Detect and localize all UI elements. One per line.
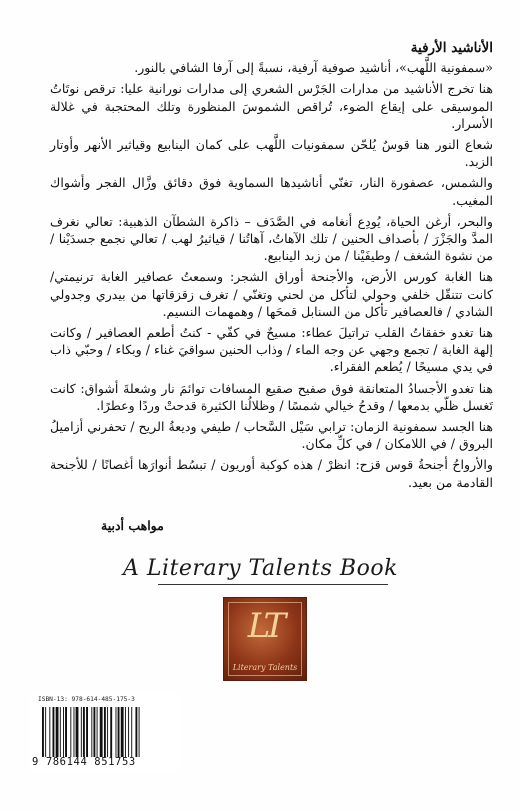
barcode-bar xyxy=(104,707,106,757)
barcode-bar xyxy=(86,707,88,757)
blurb-paragraph: شعاع النور هنا قوسٌ يُلحّن سمفونيات اللَّهب على كمان الينابيع وقياثير الأنهر وأوتار الزبد. xyxy=(50,137,493,170)
logo-monogram: LT xyxy=(247,606,283,646)
barcode-bar xyxy=(45,707,46,757)
blurb-paragraph: والشمس، عصفورة النار، تغنّي أناشيدها السماوية فوق دقائق وزَّال الفجر وأشواك المغيب. xyxy=(50,175,493,208)
barcode-bar xyxy=(125,707,126,757)
barcode-bar xyxy=(56,707,59,757)
barcode-bar xyxy=(116,707,117,757)
barcode-bar xyxy=(63,707,64,757)
barcode-bar xyxy=(60,707,61,757)
barcode-bar xyxy=(74,707,75,757)
isbn-label: ISBN-13: 978-614-485-175-3 xyxy=(38,696,135,703)
barcode-bar xyxy=(65,707,67,757)
barcode-bar xyxy=(53,707,55,757)
barcode-panel xyxy=(30,693,180,771)
barcode-bar xyxy=(121,707,124,757)
barcode-bar xyxy=(107,707,108,757)
barcode-bar xyxy=(135,707,137,757)
barcode-bar xyxy=(118,707,120,757)
barcode-bar xyxy=(49,707,50,757)
logo-name: Literary Talents xyxy=(232,663,298,672)
barcode-bar xyxy=(70,707,71,757)
blurb-paragraph: «سمفونية اللَّهب»، أناشيد صوفية آرفية، نسبةً إلى آرفا الشافي بالنور. xyxy=(134,60,493,76)
blurb-paragraph: هنا الغابة كورس الأرض، والأجنحة أوراق الشجر: وسمعتُ عصافير الغابة ترنيمتي/ كانت تتنقّل خلفي وحولي لتأكل من لحني وتغنّي / تغرف زقزقاتها من بيدري وجدولي الشادي / فالعصافير تأكل من السنابل قمحَها / وهمهمات النسيم. xyxy=(50,269,493,319)
barcode-bar xyxy=(97,707,98,757)
series-underline xyxy=(158,584,388,585)
barcode-bar xyxy=(128,707,129,757)
barcode-bar xyxy=(93,707,95,757)
blurb-paragraph: والبحر، أرغن الحياة، يُودِع أنغامه في الصَّدَف – ذاكرة الشطآن الذهبية: تعالي نغرف المدَّ والجَزْرَ / بأصداف الحنين / تلك الآهاتُ، آهاتُنا / قياثيرُ لهب / تعالي نجمع جسدَيْنا / من نشوة الشغف / وطيفَيْنا / من زبد الينابيع. xyxy=(50,213,493,264)
publisher-logo xyxy=(223,597,307,681)
barcode-bar xyxy=(131,707,132,757)
publisher-signature: مواهب أدبية xyxy=(101,518,164,533)
blurb-heading: الأناشيد الأرفية xyxy=(410,40,493,56)
blurb-paragraph: هنا تغدو خفقاتُ القلب تراتيلَ عطاء: مسيحٌ في كفّي - كنتُ أطعم العصافير / وكانت إلهة الغابة / تجمع وجهي عن وجه الماء / وذاب الحنين سواقيَ غناء / وبكاء / وحبّي ذاب في يدي مسيحًا / يُطعم الفقراء. xyxy=(50,325,493,375)
barcode-bar xyxy=(83,707,85,757)
barcode-digits: 9 786144 851753 xyxy=(32,756,136,768)
barcode-bar xyxy=(91,707,92,757)
blurb-paragraph: هنا الجسد سمفونية الزمان: ترابي سَيْل السَّحاب / طيفي وديعةُ الريح / تحفرني أزاميلُ البروق / في اللامكان / في كلِّ مكان. xyxy=(50,419,493,452)
barcode-bar xyxy=(110,707,112,757)
barcode-bar xyxy=(81,707,82,757)
barcode-bar xyxy=(139,707,140,757)
blurb-paragraph: هنا تغدو الأجسادُ المتعانقة فوق صفيح صقيع المسافات توائمَ نار وشعلةَ أشواق: كانت تَغسل ظلّي بدمعها / وقدحُ خيالي شمسًا / وظلالُنا الكثيرة قدحتْ وردًا وعطرًا. xyxy=(50,380,493,413)
blurb-paragraph: هنا تخرج الأناشيد من مدارات الجَرْس الشعري إلى مدارات نورانية عليا: ترقص نوتَاتُ الموسيقى على إيقاع الضوء، تُراقص الشموسَ المنظورة وتلك المحتجبة في غلالة الأسرار. xyxy=(50,81,493,131)
barcode-bar xyxy=(100,707,103,757)
blurb-text xyxy=(50,40,493,495)
barcode-bar xyxy=(76,707,79,757)
blurb-paragraph: والأرواحُ أجنحةُ قوس قزح: انظرْ / هذه كوكبة أوريون / تبسُط أنوارَها أغصانًا / للأجنحة القادمة من بعيد. xyxy=(50,457,493,490)
barcode-bar xyxy=(42,707,44,757)
series-title: A Literary Talents Book xyxy=(123,556,398,581)
barcode-icon xyxy=(42,707,174,757)
